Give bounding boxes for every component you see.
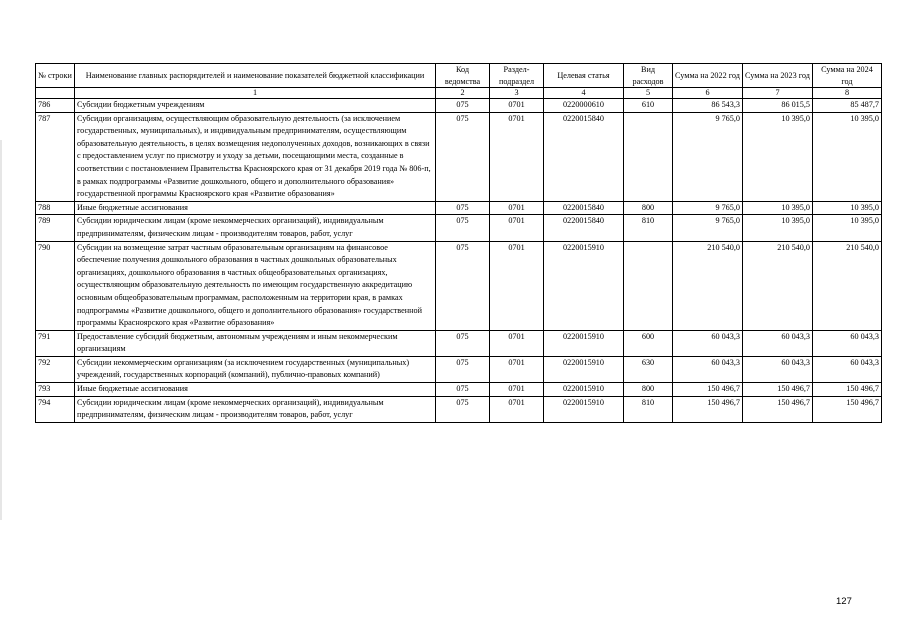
table-row <box>36 396 882 422</box>
row-sum-2022: 86 543,3 <box>673 99 743 113</box>
row-sum-2022: 60 043,3 <box>673 356 743 382</box>
header-sum-2022: Сумма на 2022 год <box>673 64 743 88</box>
row-section: 0701 <box>490 356 544 382</box>
row-target-article: 0220015910 <box>544 356 624 382</box>
row-section: 0701 <box>490 99 544 113</box>
row-name: Иные бюджетные ассигнования <box>75 383 436 397</box>
table-row <box>36 215 882 241</box>
row-number: 787 <box>36 112 75 201</box>
row-target-article: 0220000610 <box>544 99 624 113</box>
row-sum-2023: 86 015,5 <box>743 99 813 113</box>
header-expense-type: Вид расходов <box>624 64 673 88</box>
row-expense-type <box>624 112 673 201</box>
row-sum-2023: 210 540,0 <box>743 241 813 330</box>
budget-table <box>35 63 882 423</box>
row-target-article: 0220015910 <box>544 396 624 422</box>
row-number: 793 <box>36 383 75 397</box>
row-sum-2024: 60 043,3 <box>813 356 882 382</box>
header-name: Наименование главных распорядителей и наименование показателей бюджетной классификации <box>75 64 436 88</box>
row-name: Субсидии юридическим лицам (кроме некоммерческих организаций), индивидуальным предпринимателям, физическим лицам - производителям товаров, работ, услуг <box>75 215 436 241</box>
row-sum-2022: 60 043,3 <box>673 330 743 356</box>
row-department-code: 075 <box>436 330 490 356</box>
row-target-article: 0220015840 <box>544 201 624 215</box>
row-section: 0701 <box>490 330 544 356</box>
row-name: Иные бюджетные ассигнования <box>75 201 436 215</box>
header-section: Раздел-подраздел <box>490 64 544 88</box>
row-number: 792 <box>36 356 75 382</box>
table-row <box>36 99 882 113</box>
row-sum-2023: 10 395,0 <box>743 201 813 215</box>
row-expense-type: 800 <box>624 201 673 215</box>
row-expense-type: 810 <box>624 396 673 422</box>
row-expense-type: 630 <box>624 356 673 382</box>
column-number: 7 <box>743 88 813 99</box>
row-department-code: 075 <box>436 201 490 215</box>
row-department-code: 075 <box>436 396 490 422</box>
row-sum-2024: 85 487,7 <box>813 99 882 113</box>
column-number <box>36 88 75 99</box>
table-row <box>36 112 882 201</box>
row-expense-type: 800 <box>624 383 673 397</box>
row-target-article: 0220015910 <box>544 330 624 356</box>
row-expense-type: 810 <box>624 215 673 241</box>
column-number: 2 <box>436 88 490 99</box>
row-department-code: 075 <box>436 112 490 201</box>
table-row <box>36 241 882 330</box>
page-number: 127 <box>836 596 852 607</box>
row-sum-2022: 210 540,0 <box>673 241 743 330</box>
row-sum-2022: 150 496,7 <box>673 396 743 422</box>
row-sum-2024: 210 540,0 <box>813 241 882 330</box>
row-number: 786 <box>36 99 75 113</box>
row-target-article: 0220015910 <box>544 241 624 330</box>
budget-table-container <box>35 63 881 423</box>
column-number: 6 <box>673 88 743 99</box>
column-number: 5 <box>624 88 673 99</box>
row-name: Субсидии организациям, осуществляющим образовательную деятельность (за исключением государственных, муниципальных), и индивидуальным предпринимателям, осуществляющим образовательную деятельность, в целях возмещения недополученных доходов, возникающих в связи с предоставлением услуг по присмотру и уходу за детьми, посещающими места, созданные в соответствии с постановлением Правительства Красноярского края от 31 декабря 2019 года № 806-п, в рамках подпрограммы «Развитие дошкольного, общего и дополнительного образования» государственной программы Красноярского края «Развитие образования» <box>75 112 436 201</box>
row-number: 789 <box>36 215 75 241</box>
row-number: 790 <box>36 241 75 330</box>
header-target-article: Целевая статья <box>544 64 624 88</box>
column-number-row <box>36 88 882 99</box>
row-target-article: 0220015840 <box>544 215 624 241</box>
row-name: Субсидии некоммерческим организациям (за исключением государственных (муниципальных) учреждений, государственных корпораций (компаний), публично-правовых компаний) <box>75 356 436 382</box>
row-target-article: 0220015910 <box>544 383 624 397</box>
row-sum-2024: 10 395,0 <box>813 201 882 215</box>
scan-edge-shadow <box>0 140 2 520</box>
header-sum-2023: Сумма на 2023 год <box>743 64 813 88</box>
row-sum-2022: 9 765,0 <box>673 215 743 241</box>
row-sum-2023: 60 043,3 <box>743 356 813 382</box>
row-number: 794 <box>36 396 75 422</box>
row-department-code: 075 <box>436 383 490 397</box>
row-name: Предоставление субсидий бюджетным, автономным учреждениям и иным некоммерческим организациям <box>75 330 436 356</box>
row-number: 791 <box>36 330 75 356</box>
row-sum-2024: 60 043,3 <box>813 330 882 356</box>
table-row <box>36 383 882 397</box>
table-row <box>36 330 882 356</box>
row-department-code: 075 <box>436 99 490 113</box>
header-row <box>36 64 882 88</box>
row-sum-2023: 150 496,7 <box>743 383 813 397</box>
header-department-code: Код ведомства <box>436 64 490 88</box>
row-section: 0701 <box>490 215 544 241</box>
row-section: 0701 <box>490 241 544 330</box>
row-section: 0701 <box>490 383 544 397</box>
row-section: 0701 <box>490 112 544 201</box>
row-department-code: 075 <box>436 215 490 241</box>
column-number: 1 <box>75 88 436 99</box>
row-sum-2023: 10 395,0 <box>743 112 813 201</box>
row-expense-type: 600 <box>624 330 673 356</box>
row-sum-2024: 10 395,0 <box>813 215 882 241</box>
row-sum-2023: 10 395,0 <box>743 215 813 241</box>
row-sum-2024: 10 395,0 <box>813 112 882 201</box>
header-row-number: № строки <box>36 64 75 88</box>
row-department-code: 075 <box>436 241 490 330</box>
row-expense-type <box>624 241 673 330</box>
row-department-code: 075 <box>436 356 490 382</box>
row-sum-2023: 60 043,3 <box>743 330 813 356</box>
row-sum-2023: 150 496,7 <box>743 396 813 422</box>
row-sum-2022: 9 765,0 <box>673 201 743 215</box>
column-number: 8 <box>813 88 882 99</box>
row-target-article: 0220015840 <box>544 112 624 201</box>
row-expense-type: 610 <box>624 99 673 113</box>
column-number: 3 <box>490 88 544 99</box>
row-sum-2022: 150 496,7 <box>673 383 743 397</box>
row-sum-2024: 150 496,7 <box>813 383 882 397</box>
row-name: Субсидии бюджетным учреждениям <box>75 99 436 113</box>
row-sum-2024: 150 496,7 <box>813 396 882 422</box>
row-name: Субсидии юридическим лицам (кроме некоммерческих организаций), индивидуальным предпринимателям, физическим лицам - производителям товаров, работ, услуг <box>75 396 436 422</box>
column-number: 4 <box>544 88 624 99</box>
row-number: 788 <box>36 201 75 215</box>
row-section: 0701 <box>490 396 544 422</box>
table-row <box>36 356 882 382</box>
row-sum-2022: 9 765,0 <box>673 112 743 201</box>
header-sum-2024: Сумма на 2024 год <box>813 64 882 88</box>
row-section: 0701 <box>490 201 544 215</box>
table-row <box>36 201 882 215</box>
row-name: Субсидии на возмещение затрат частным образовательным организациям на финансовое обеспечение получения дошкольного образования в частных дошкольных образовательных организациях, дошкольного образования в частных общеобразовательных организациях, осуществляющим образовательную деятельность по имеющим государственную аккредитацию основным общеобразовательным программам, расположенным на территории края, в рамках подпрограммы «Развитие дошкольного, общего и дополнительного образования» государственной программы Красноярского края «Развитие образования» <box>75 241 436 330</box>
